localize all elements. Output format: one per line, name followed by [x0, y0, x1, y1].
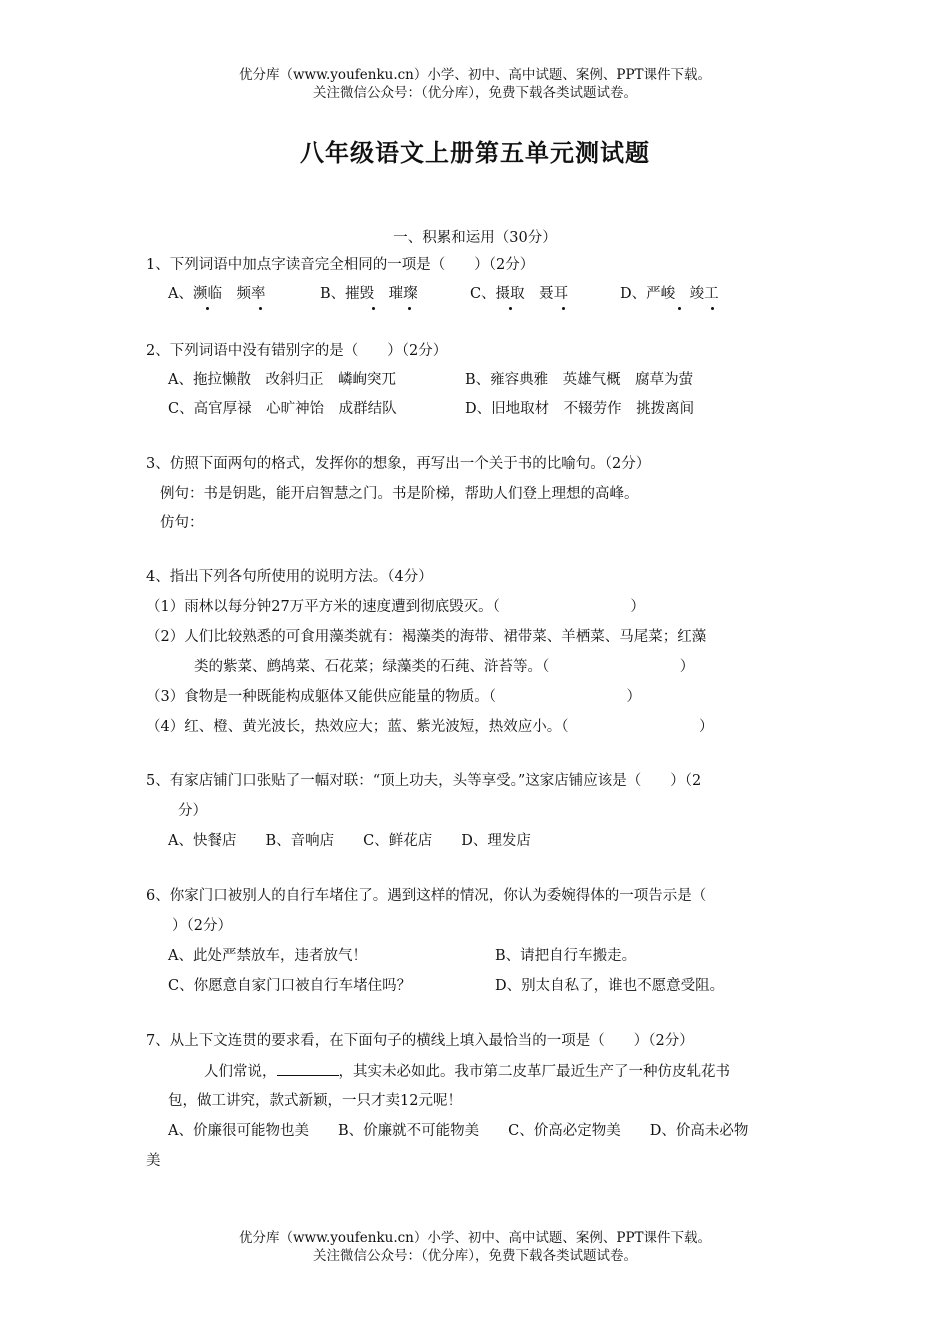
q7-options-wrap: 美 [146, 1153, 161, 1169]
q6-option-a: A、此处严禁放车，违者放气！ [168, 948, 367, 964]
section-title: 一、积累和运用（30分） [393, 230, 557, 246]
emphasis-dot [259, 307, 262, 310]
q6-option-d: D、别太自私了，谁也不愿意受阻。 [495, 978, 725, 994]
q1-stem: 1、下列词语中加点字读音完全相同的一项是（ ）（2分） [146, 257, 535, 273]
q2-option-b: B、雍容典雅 英雄气概 腐草为萤 [465, 372, 694, 388]
q7-stem: 7、从上下文连贯的要求看，在下面句子的横线上填入最恰当的一项是（ ）（2分） [146, 1033, 694, 1049]
q4-stem: 4、指出下列各句所使用的说明方法。（4分） [146, 569, 433, 585]
q2-option-d: D、旧地取材 不辍劳作 挑拨离间 [465, 401, 695, 417]
q7-options: A、价廉很可能物也美 B、价廉就不可能物美 C、价高必定物美 D、价高未必物 [168, 1123, 749, 1139]
emphasis-dot [408, 307, 411, 310]
q2-option-c: C、高官厚禄 心旷神饴 成群结队 [168, 401, 397, 417]
q3-imitate: 仿句： [160, 515, 204, 531]
q1-option-c-label: C、摄取 聂耳 [470, 286, 569, 302]
q7-passage-before: 人们常说， [204, 1064, 277, 1080]
emphasis-dot [562, 307, 565, 310]
emphasis-dot [372, 307, 375, 310]
q1-option-d [620, 284, 719, 304]
footer-line-1: 优分库（www.youfenku.cn）小学、初中、高中试题、案例、PPT课件下载。 [238, 1230, 712, 1246]
q7-passage-1 [204, 1061, 730, 1082]
answer-blank[interactable] [277, 1061, 339, 1076]
q2-stem: 2、下列词语中没有错别字的是（ ）（2分） [146, 343, 448, 359]
q6-option-b: B、请把自行车搬走。 [495, 948, 637, 964]
q4-sentence-2a: （2）人们比较熟悉的可食用藻类就有：褐藻类的海带、裙带菜、羊栖菜、马尾菜；红藻 [146, 629, 707, 645]
q1-option-b-label: B、摧毁 璀璨 [320, 286, 418, 302]
emphasis-dot [509, 307, 512, 310]
q3-stem: 3、仿照下面两句的格式，发挥你的想象，再写出一个关于书的比喻句。（2分） [146, 456, 651, 472]
q1-option-d-label: D、严峻 竣工 [620, 286, 719, 302]
page-footer [0, 1229, 950, 1265]
q1-option-c [470, 284, 568, 304]
q5-stem: 5、有家店铺门口张贴了一幅对联：“顶上功夫，头等享受。”这家店铺应该是（ ）（2 [146, 773, 702, 789]
q2-option-a: A、拖拉懒散 改斜归正 嶙峋突兀 [168, 372, 396, 388]
q4-sentence-3: （3）食物是一种既能构成躯体又能供应能量的物质。（ ） [146, 689, 641, 705]
page-title: 八年级语文上册第五单元测试题 [300, 138, 650, 167]
header-line-1: 优分库（www.youfenku.cn）小学、初中、高中试题、案例、PPT课件下载。 [238, 67, 712, 83]
footer-line-2: 关注微信公众号：（优分库），免费下载各类试题试卷。 [313, 1248, 637, 1264]
q6-stem: 6、你家门口被别人的自行车堵住了。遇到这样的情况，你认为委婉得体的一项告示是（ [146, 888, 707, 904]
q4-sentence-1: （1）雨林以每分钟27万平方米的速度遭到彻底毁灭。（ ） [146, 599, 645, 615]
q7-passage-2: 包，做工讲究，款式新颖，一只才卖12元呢！ [168, 1093, 462, 1109]
q7-passage-after: ，其实未必如此。我市第二皮革厂最近生产了一种仿皮轧花书 [338, 1064, 730, 1080]
page-header [0, 66, 950, 102]
q1-option-a-label: A、濒临 频率 [168, 286, 266, 302]
q4-sentence-4: （4）红、橙、黄光波长，热效应大；蓝、紫光波短，热效应小。（ ） [146, 719, 714, 735]
q6-stem-cont: ）（2分） [172, 918, 232, 934]
q1-option-a [168, 284, 265, 304]
header-line-2: 关注微信公众号：（优分库），免费下载各类试题试卷。 [313, 85, 637, 101]
emphasis-dot [206, 307, 209, 310]
q1-option-b [320, 284, 418, 304]
emphasis-dot [711, 307, 714, 310]
q5-stem-cont: 分） [178, 803, 207, 819]
q3-example: 例句：书是钥匙，能开启智慧之门。书是阶梯，帮助人们登上理想的高峰。 [160, 486, 639, 502]
q6-option-c: C、你愿意自家门口被自行车堵住吗？ [168, 978, 412, 994]
emphasis-dot [678, 307, 681, 310]
q4-sentence-2b: 类的紫菜、鹧鸪菜、石花菜；绿藻类的石莼、浒苔等。（ ） [194, 659, 695, 675]
q5-options: A、快餐店 B、音响店 C、鲜花店 D、理发店 [168, 833, 531, 849]
